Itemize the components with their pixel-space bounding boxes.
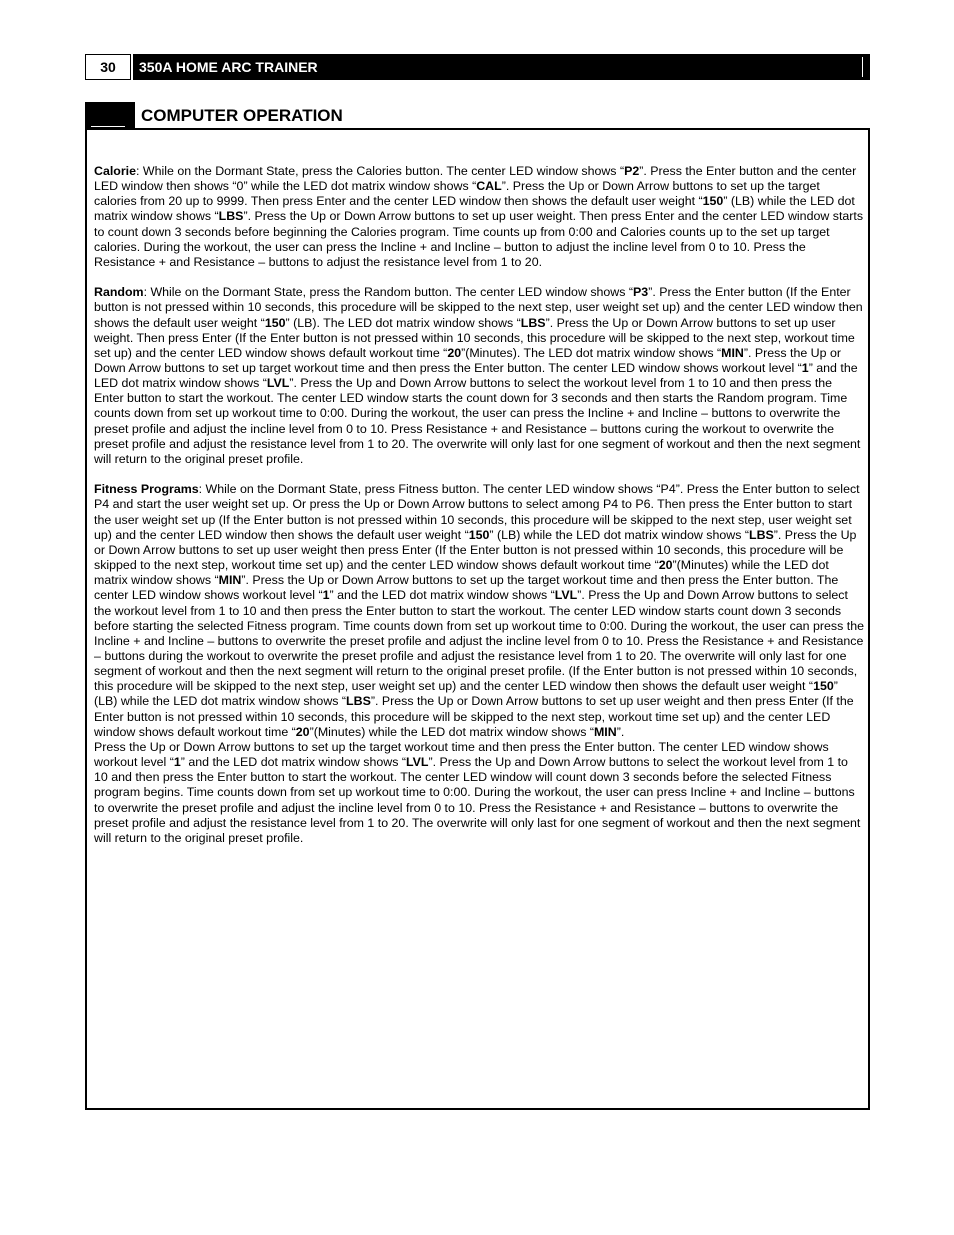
text-run: ”. Press the Up and Down Arrow buttons to select the workout level from 1 to 10 and then press the Enter button to start the workout. The center LED window starts count down 3 seconds before starting the selected Fitness program. Time counts down from set up workout time to 0:00. During the workout, the user can press the Incline + and Incline – buttons to overwrite the preset profile and adjust the incline level from 0 to 10. Press the Resistance + and Resistance – buttons during the workout to overwrite the preset profile and adjust the resistance level from 1 to 20. The overwrite will only last for one segment of workout and then the next segment will return to the original preset profile. (If the Enter button is not pressed within 10 seconds, this procedure will be skipped to the next step, user weight set up) and the center LED window then shows the default user weight “	[94, 588, 864, 694]
text-run: ”. Press the Up or Down Arrow buttons to set up user weight. Then press Enter and the center LED window starts to count down 3 seconds before beginning the Calories program. Time counts up from 0:00 and Calories counts up to the set up target calories. During the workout, the user can press the Incline + and Incline – button to adjust the incline level from 0 to 10. Press the Resistance + and Resistance – buttons to adjust the resistance level from 1 to 20.	[94, 209, 864, 269]
bold-term: LVL	[406, 755, 429, 770]
text-run: ”(Minutes). The LED dot matrix window shows “	[461, 345, 722, 360]
bold-term: 150	[264, 315, 286, 330]
text-run: ” and the LED dot matrix window shows “	[94, 361, 858, 391]
bold-term: MIN	[593, 724, 617, 739]
bold-term: 150	[813, 679, 834, 694]
bold-term: 20	[447, 345, 462, 360]
bold-term: Fitness Programs	[94, 482, 199, 497]
text-run: ”. Press the Up or Down Arrow buttons to set up user weight then press Enter (If the Enter button is not pressed within 10 seconds, this procedure will be skipped to the next step, workout time set up) and the center LED window shows default workout time “	[94, 527, 857, 573]
paragraph-fitness-programs	[94, 482, 864, 740]
bold-term: LVL	[266, 376, 290, 391]
section-marker-line	[91, 126, 125, 127]
bold-term: LBS	[749, 527, 774, 542]
text-run: : While on the Dormant State, press Fitness button. The center LED window shows “P4”. Press the Enter button to select P4 and start the user weight set up. Or press the Up or Down Arrow buttons to select among P4 to P6. Then press the Enter button to start the user weight set up (If the Enter button is not pressed within 10 seconds, this procedure will be skipped to the next step, user weight set up) and the center LED window then shows the default user weight “	[94, 482, 860, 542]
section-marker-block	[85, 102, 133, 129]
text-run: ”. Press the Up and Down Arrow buttons to select the workout level from 1 to 10 and then press the Enter button to start the workout. The center LED window will count down 3 seconds before the selected Fitness program begins. Time counts down from set up workout time to 0:00. During the workout, the user can press Incline + and Incline – buttons to overwrite the preset profile and adjust the incline level from 0 to 10. Press the Resistance + and Resistance – buttons to overwrite the preset profile and adjust the resistance level from 1 to 20. The overwrite will only last for one segment of workout and then the next segment will return to the original preset profile.	[94, 755, 861, 845]
text-run: ”. Press the Up or Down Arrow buttons to set up the target workout time and then press the Enter button. The center LED window shows workout level “	[94, 573, 839, 603]
text-run: ” (LB). The LED dot matrix window shows “	[285, 315, 521, 330]
text-run: ”. Press the Up or Down Arrow buttons to set up user weight. Then press Enter (If the Enter button is not pressed within 10 seconds, this procedure will be skipped to the next step, workout time set up) and the center LED window shows default workout time “	[94, 315, 855, 360]
bold-term: CAL	[476, 179, 502, 194]
text-run: : While on the Dormant State, press the Random button. The center LED window shows “	[143, 285, 634, 300]
section-divider	[133, 102, 135, 129]
bold-term: 20	[295, 724, 310, 739]
bold-term: 1	[801, 361, 809, 376]
text-run: ” (LB) while the LED dot matrix window shows “	[94, 194, 855, 224]
text-run: ”. Press the Up or Down Arrow buttons to set up the target calories from 20 up to 9999. Then press Enter and the center LED window then shows the default user weight “	[94, 179, 820, 209]
bold-term: LVL	[554, 588, 578, 603]
bold-term: MIN	[218, 573, 242, 588]
section-heading	[85, 102, 870, 129]
text-run: ”. Press the Up and Down Arrow buttons to select the workout level from 1 to 10 and then press the Enter button to start the workout. The center LED window starts the count down for 3 seconds and then starts the Random program. Time counts down from set up workout time to 0:00. During the workout, the user can press the Incline + and Incline – buttons to overwrite the preset profile and adjust the incline level from 0 to 10. Press Resistance + and Resistance – buttons curing the workout to overwrite the preset profile and adjust the resistance level from 1 to 20. The overwrite will only last for one segment of workout and then the next segment will return to the original preset profile.	[94, 376, 861, 466]
text-run: ” and the LED dot matrix window shows “	[329, 588, 555, 603]
text-run: ”. Press the Up or Down Arrow buttons to set up target workout time and then press the Enter button. The center LED window shows workout level “	[94, 345, 841, 376]
bold-term: LBS	[218, 209, 244, 224]
text-run: ”(Minutes) while the LED dot matrix window shows “	[94, 558, 829, 588]
bold-term: LBS	[346, 694, 371, 709]
text-run: ”(Minutes) while the LED dot matrix window shows “	[309, 724, 594, 739]
bold-term: 1	[322, 588, 330, 603]
text-run: ”. Press the Enter button and the center LED window then shows “0” while the LED dot matrix window shows “	[94, 164, 857, 194]
doc-title: 350A HOME ARC TRAINER	[139, 59, 318, 75]
text-run: Press the Up or Down Arrow buttons to set up the target workout time and then press the Enter button. The center LED window shows workout level “	[94, 739, 829, 770]
bold-term: Random	[94, 285, 144, 300]
paragraph-calorie	[94, 164, 864, 270]
bold-term: LBS	[520, 315, 546, 330]
text-run: ”.	[616, 724, 625, 739]
bold-term: 1	[173, 755, 181, 770]
text-run: ” (LB) while the LED dot matrix window shows “	[94, 679, 838, 709]
bold-term: P2	[624, 164, 640, 178]
bold-term: Calorie	[94, 164, 137, 178]
text-run: ”. Press the Enter button (If the Enter button is not pressed within 10 seconds, this procedure will be skipped to the next step, user weight set up) and the center LED window then shows the default user weight “	[94, 285, 863, 330]
page-number: 30	[85, 54, 131, 80]
bold-term: 150	[702, 194, 724, 209]
bold-term: 20	[658, 558, 673, 573]
doc-title-bar	[133, 54, 870, 80]
content-frame	[85, 128, 870, 1110]
bold-term: P3	[633, 285, 649, 300]
paragraph-random	[94, 285, 864, 467]
text-run: : While on the Dormant State, press the Calories button. The center LED window shows “	[136, 164, 625, 178]
page-header	[85, 54, 870, 80]
text-run: ” and the LED dot matrix window shows “	[180, 755, 406, 770]
paragraph-fitness-programs-continued	[94, 740, 864, 846]
bold-term: 150	[468, 527, 490, 542]
text-run: ” (LB) while the LED dot matrix window shows “	[489, 527, 749, 542]
bold-term: MIN	[721, 345, 744, 360]
section-title: COMPUTER OPERATION	[141, 106, 343, 125]
text-run: ”. Press the Up or Down Arrow buttons to set up user weight and then press Enter (If the Enter button is not pressed within 10 seconds, this procedure will be skipped to the next step, workout time set up) and the center LED window shows default workout time “	[94, 694, 854, 739]
body-text	[94, 164, 864, 861]
